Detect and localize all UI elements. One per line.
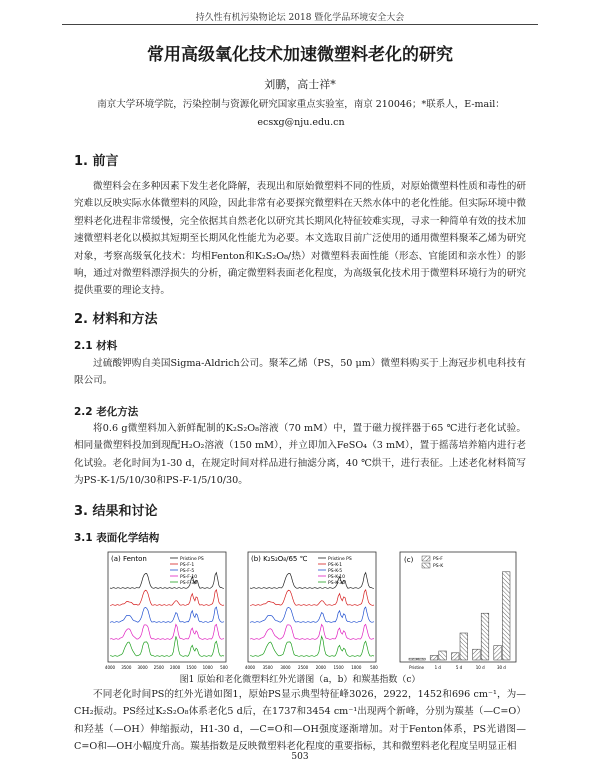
x-tick-label: 3500 <box>121 665 132 670</box>
header-rule <box>62 24 538 25</box>
legend-b <box>318 556 352 586</box>
materials-paragraph: 过硫酸钾购自美国Sigma-Aldrich公司。聚苯乙烯（PS，50 μm）微塑料购买于上海冠步机电科技有限公司。 <box>74 358 526 387</box>
legend-c <box>422 556 444 569</box>
legend-label: Pristine PS <box>328 557 352 562</box>
category-label: 1 d <box>434 665 441 670</box>
aging-paragraph: 将0.6 g微塑料加入新鲜配制的K₂S₂O₈溶液（70 mM）中，置于磁力搅拌器于65 ℃进行老化试验。相同量微塑料投加到现配H₂O₂溶液（150 mM），并立即加入FeSO₄（3 mM），置于摇荡培养箱内进行老化试验。老化时间为1-30 d，在规定时间对样品进行抽滤分离，40 ℃烘干，进行表征。上述老化材料简写为PS-K-1/5/10/30和PS-F-1/5/10/30。 <box>74 423 526 487</box>
spectrum-line <box>110 573 224 589</box>
x-tick-label: 3500 <box>262 665 273 670</box>
legend-label: PS-F-10 <box>180 575 198 580</box>
legend-label: PS-F-30 <box>180 581 198 586</box>
x-tick-label: 500 <box>220 665 228 670</box>
legend-a <box>170 556 204 586</box>
legend-label: PS-K-10 <box>328 575 346 580</box>
x-tick-label: 2500 <box>153 665 164 670</box>
x-tick-label: 2000 <box>170 665 181 670</box>
x-tick-label: 4000 <box>244 665 256 670</box>
spectrum-line <box>250 624 374 639</box>
legend-swatch <box>422 563 430 568</box>
carbonyl-index-panel-c <box>392 548 520 676</box>
carbonyl-bar <box>494 646 502 660</box>
carbonyl-bar <box>439 651 447 660</box>
subsection-heading-surface: 3.1 表面化学结构 <box>74 532 160 544</box>
results-paragraph: 不同老化时间PS的红外光谱如图1，原始PS显示典型特征峰3026，2922，1452和696 cm⁻¹，为—CH₂振动。PS经过K₂S₂O₈体系老化5 d后，在1737和3454 cm⁻¹出现两个新峰，分别为羰基（—C=O）和羟基（—OH）伸缩振动，H1-30 d，—C=O和—OH强度逐渐增加。对于Fenton体系，PS光谱图—C=O和—OH小幅度升高。羰基指数是反映微塑料老化程度的重要指标，其和微塑料老化程度呈明显正相 <box>74 689 526 753</box>
legend-label: PS-K-30 <box>328 581 346 586</box>
affiliation-line-2: ecsxg@nju.edu.cn <box>257 117 345 128</box>
x-tick-label: 3000 <box>280 665 291 670</box>
spectrum-line <box>250 573 374 589</box>
panel-c-label: (c) <box>404 556 414 564</box>
running-header: 持久性有机污染物论坛 2018 暨化学品环境安全大会 <box>195 13 405 23</box>
section-heading-results: 3. 结果和讨论 <box>74 504 158 519</box>
carbonyl-bar <box>502 572 510 660</box>
page-number: 503 <box>291 752 309 762</box>
category-label: Pristine <box>409 665 425 670</box>
legend-label: PS-K-5 <box>328 569 343 574</box>
category-label: 30 d <box>496 665 506 670</box>
carbonyl-bar <box>473 649 481 660</box>
subsection-heading-aging: 2.2 老化方法 <box>74 406 139 418</box>
figure-1 <box>100 548 520 676</box>
carbonyl-bar <box>481 613 489 660</box>
x-tick-label: 3000 <box>137 665 148 670</box>
spectrum-line <box>110 624 224 639</box>
x-tick-label: 1500 <box>186 665 197 670</box>
intro-paragraph: 微塑料会在多种因素下发生老化降解，表现出和原始微塑料不同的性质，对原始微塑料性质和毒性的研究难以反映实际水体微塑料的风险，因此非常有必要探究微塑料在天然水体中的老化性能。但实际环境中微塑料老化进程非常缓慢，完全依据其自然老化以研究其长期风化特征较难实现，寻求一种简单有效的技术加速微塑料老化以模拟其短期至长期风化性能尤为必要。本文选取目前广泛使用的通用微塑料聚苯乙烯为研究对象，考察高级氧化技术：均相Fenton和K₂S₂O₈/热）对微塑料表面性能（形态、官能团和亲水性）的影响，通过对微塑料漂浮损失的分析，确定微塑料表面老化程度，为高级氧化技术用于微塑料环境行为的研究提供重要的理论支持。 <box>74 181 526 297</box>
category-label: 5 d <box>455 665 463 670</box>
section-heading-intro: 1. 前言 <box>74 154 119 169</box>
x-tick-label: 2000 <box>315 665 326 670</box>
bars-c <box>409 572 510 670</box>
paper-authors: 刘鹏，高士祥* <box>264 78 336 91</box>
panel-b-label: (b) K₂S₂O₈/65 ℃ <box>251 555 308 563</box>
legend-label: Pristine PS <box>180 557 204 562</box>
spectrum-line <box>110 590 224 606</box>
carbonyl-bar <box>409 658 417 660</box>
ftir-panel-b <box>240 548 380 676</box>
panel-a-label: (a) Fenton <box>111 555 147 563</box>
x-tick-label: 4000 <box>104 665 116 670</box>
section-heading-methods: 2. 材料和方法 <box>74 312 158 327</box>
x-tick-label: 1500 <box>333 665 344 670</box>
spectrum-line <box>110 607 224 622</box>
carbonyl-bar <box>418 658 426 660</box>
legend-label: PS-K-1 <box>328 563 343 568</box>
ftir-panel-a <box>100 548 230 676</box>
affiliation-line-1: 南京大学环境学院，污染控制与资源化研究国家重点实验室，南京 210046；*联系人，E-mail： <box>97 99 505 110</box>
carbonyl-bar <box>451 653 459 660</box>
legend-swatch <box>422 556 430 561</box>
carbonyl-bar <box>460 633 468 660</box>
legend-label: PS-F <box>433 557 443 562</box>
x-tick-label: 1000 <box>202 665 213 670</box>
carbonyl-bar <box>430 656 438 661</box>
category-label: 10 d <box>475 665 485 670</box>
x-tick-label: 1000 <box>351 665 362 670</box>
legend-label: PS-K <box>433 564 444 569</box>
spectrum-line <box>250 590 374 606</box>
spectrum-line <box>250 607 374 622</box>
x-tick-label: 2500 <box>298 665 309 670</box>
spectra-a <box>105 573 228 670</box>
legend-label: PS-F-1 <box>180 563 195 568</box>
subsection-heading-materials: 2.1 材料 <box>74 340 118 352</box>
spectra-b <box>245 573 378 670</box>
legend-label: PS-F-5 <box>180 569 195 574</box>
paper-title: 常用高级氧化技术加速微塑料老化的研究 <box>147 45 453 65</box>
x-tick-label: 500 <box>370 665 378 670</box>
figure-caption: 图1 原始和老化微塑料红外光谱图（a，b）和羰基指数（c） <box>179 675 421 685</box>
